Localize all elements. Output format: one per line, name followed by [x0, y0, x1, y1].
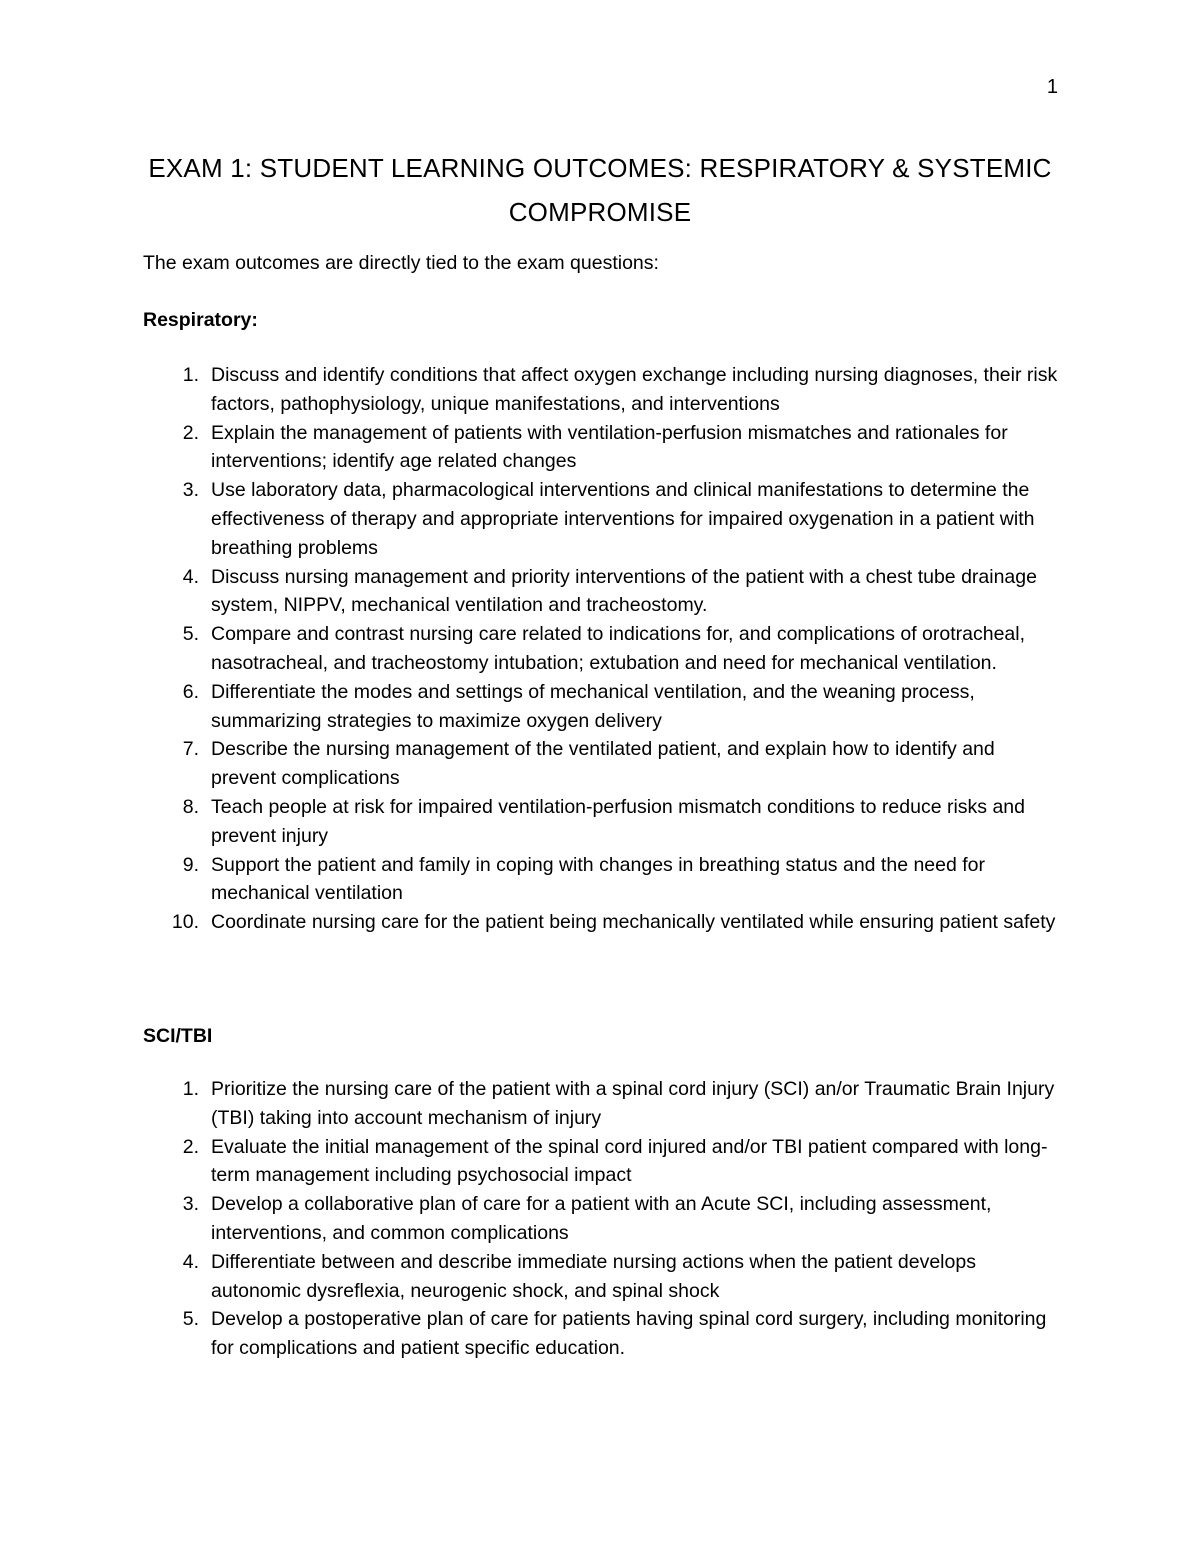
list-item-number: 5. — [182, 1308, 199, 1331]
list-item — [140, 1248, 1060, 1306]
list-item — [140, 793, 1060, 851]
list-item-number: 4. — [182, 565, 199, 588]
list-item-number: 6. — [182, 680, 199, 703]
list-item-number: 9. — [182, 853, 199, 876]
list-item-number: 10. — [171, 911, 199, 934]
list-item-number: 1. — [182, 364, 199, 386]
list-item — [140, 735, 1060, 793]
list-item-number: 5. — [182, 623, 199, 646]
list-item-text: Discuss nursing management and priority interventions of the patient with a chest tube drainage system, NIPPV, mechanical ventilation and tracheostomy. — [211, 565, 1037, 617]
list-item-text: Prioritize the nursing care of the patient with a spinal cord injury (SCI) an/or Traumatic Brain Injury (TBI) taking into account mechanism of injury — [211, 1078, 1055, 1129]
list-item-text: Develop a postoperative plan of care for patients having spinal cord surgery, including monitoring for complications and patient specific education. — [211, 1308, 1047, 1360]
list-item-number: 2. — [182, 1135, 199, 1158]
list-item-number: 4. — [182, 1250, 199, 1273]
list-item — [140, 1305, 1060, 1363]
list-item — [140, 361, 1060, 419]
list-item-text: Coordinate nursing care for the patient being mechanically ventilated while ensuring patient safety — [211, 911, 1056, 934]
list-item-number: 7. — [182, 738, 199, 761]
list-item-number: 3. — [182, 479, 199, 502]
list-item-text: Differentiate the modes and settings of mechanical ventilation, and the weaning process, summarizing strategies to maximize oxygen delivery — [211, 680, 975, 732]
list-item-number: 3. — [182, 1193, 199, 1216]
list-item — [140, 563, 1060, 621]
list-item-text: Use laboratory data, pharmacological interventions and clinical manifestations to determine the effectiveness of therapy and appropriate interventions for impaired oxygenation in a patient with breathing problems — [211, 479, 1035, 559]
list-item-text: Explain the management of patients with ventilation-perfusion mismatches and rationales for interventions; identify age related changes — [211, 421, 1008, 473]
list-item-text: Describe the nursing management of the ventilated patient, and explain how to identify and prevent complications — [211, 738, 995, 790]
list-item — [140, 1190, 1060, 1248]
list-item — [140, 1133, 1060, 1191]
list-item-text: Differentiate between and describe immediate nursing actions when the patient develops autonomic dysreflexia, neurogenic shock, and spinal shock — [211, 1250, 976, 1302]
list-item — [140, 678, 1060, 736]
list-item-number: 8. — [182, 795, 199, 818]
respiratory-outcomes-list — [140, 361, 1060, 937]
list-item-text: Support the patient and family in coping with changes in breathing status and the need for mechanical ventilation — [211, 853, 986, 905]
list-item — [140, 1075, 1060, 1133]
list-item-text: Discuss and identify conditions that affect oxygen exchange including nursing diagnoses, their risk factors, pathophysiology, unique manifestations, and interventions — [211, 364, 1058, 415]
list-item — [140, 476, 1060, 562]
list-item — [140, 908, 1060, 937]
list-item-text: Develop a collaborative plan of care for a patient with an Acute SCI, including assessment, interventions, and common complications — [211, 1193, 992, 1244]
section-heading-sci-tbi: SCI/TBI — [143, 1025, 213, 1047]
list-item — [140, 620, 1060, 678]
page-number: 1 — [1046, 76, 1058, 98]
list-item-text: Compare and contrast nursing care related to indications for, and complications of orotracheal, nasotracheal, and tracheostomy intubation; extubation and need for mechanical ventilation. — [211, 623, 1026, 674]
section-heading-respiratory: Respiratory: — [143, 309, 258, 331]
list-item — [140, 419, 1060, 477]
list-item-number: 1. — [182, 1078, 199, 1100]
list-item-text: Evaluate the initial management of the spinal cord injured and/or TBI patient compared with long-term management including psychosocial impact — [211, 1135, 1048, 1187]
list-item-text: Teach people at risk for impaired ventilation-perfusion mismatch conditions to reduce risks and prevent injury — [211, 795, 1025, 847]
list-item — [140, 851, 1060, 909]
list-item-number: 2. — [182, 421, 199, 444]
document-title: EXAM 1: STUDENT LEARNING OUTCOMES: RESPIRATORY & SYSTEMIC COMPROMISE — [148, 153, 1052, 227]
sci-tbi-outcomes-list — [140, 1075, 1060, 1363]
intro-paragraph: The exam outcomes are directly tied to the exam questions: — [143, 252, 659, 274]
